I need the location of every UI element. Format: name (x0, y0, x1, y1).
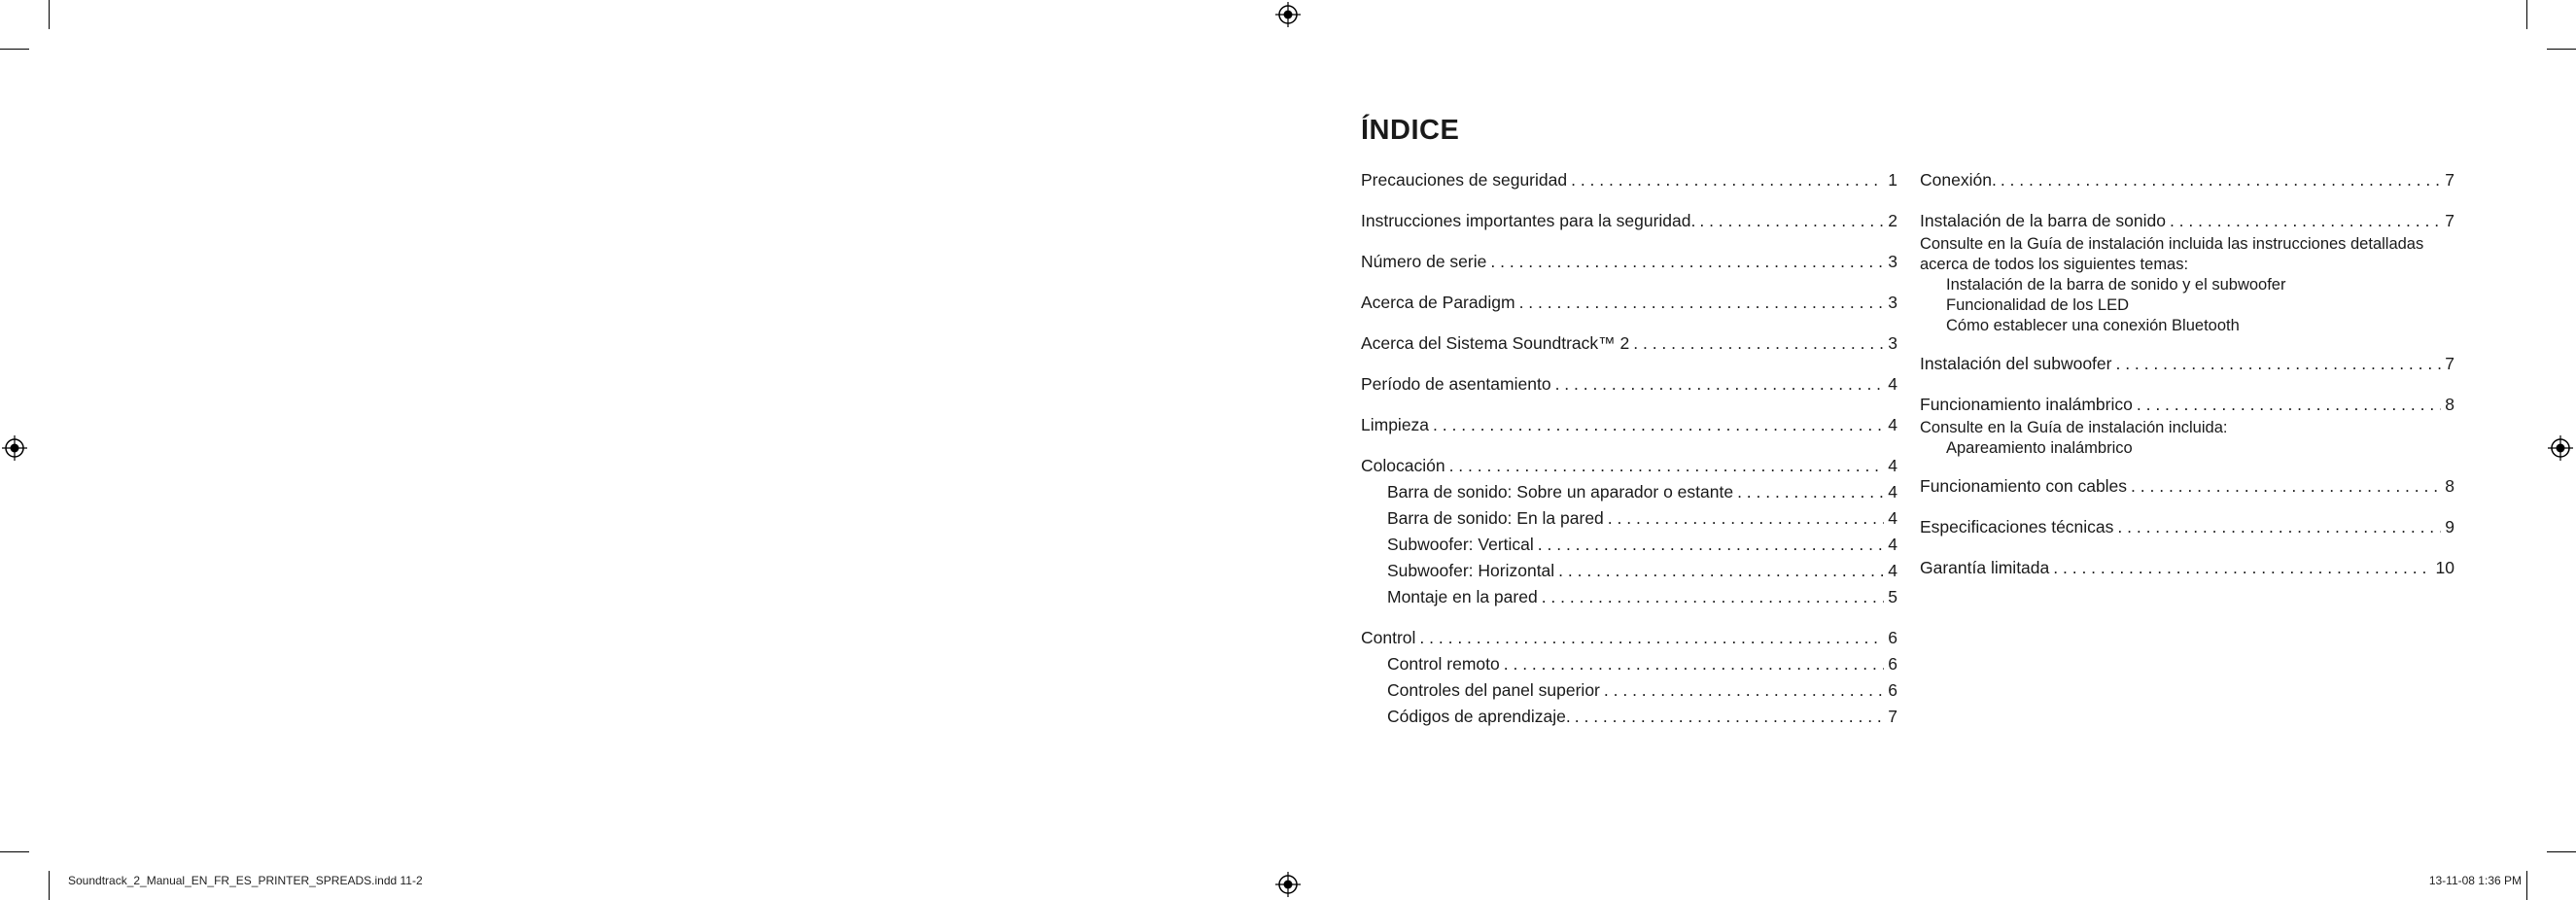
toc-leader (2115, 351, 2441, 377)
crop-mark (49, 871, 50, 900)
page-title: ÍNDICE (1361, 115, 1460, 146)
toc-entry-label: Barra de sonido: Sobre un aparador o estante (1387, 482, 1734, 502)
toc-note-topic: Apareamiento inalámbrico (1946, 439, 2133, 457)
registration-target-icon (1275, 2, 1301, 27)
toc-subentry[interactable] (1361, 704, 1897, 730)
toc-leader (1542, 584, 1885, 610)
toc-entry-page: 5 (1888, 587, 1897, 606)
toc-subentry[interactable] (1361, 505, 1897, 532)
toc-entry[interactable] (1361, 412, 1897, 438)
crop-mark (2547, 49, 2576, 50)
toc-note-topic: Funcionalidad de los LED (1946, 296, 2130, 314)
toc-entry-page: 6 (1888, 628, 1897, 647)
toc-leader (1538, 532, 1884, 558)
toc-entry-page: 10 (2435, 558, 2454, 577)
toc-note: Consulte en la Guía de instalación incluida las instrucciones detalladas (1920, 235, 2424, 253)
toc-entry-page: 8 (2445, 476, 2454, 496)
toc-entry-page: 7 (1888, 707, 1897, 726)
crop-mark (2526, 0, 2527, 29)
toc-entry-page: 4 (1888, 456, 1897, 475)
crop-mark (2526, 871, 2527, 900)
toc-leader (2053, 555, 2431, 581)
toc-entry-label: Control (1361, 628, 1416, 647)
crop-mark (0, 49, 29, 50)
toc-entry-label: Acerca del Sistema Soundtrack™ 2 (1361, 333, 1630, 353)
registration-target-icon (2548, 435, 2573, 461)
crop-mark (49, 0, 50, 29)
toc-leader (1608, 505, 1884, 532)
toc-entry[interactable] (1920, 167, 2454, 193)
toc-entry[interactable] (1920, 208, 2454, 234)
toc-leader (1699, 208, 1884, 234)
crop-mark (2547, 851, 2576, 852)
toc-entry-page: 7 (2445, 170, 2454, 190)
toc-right-column (1920, 167, 2454, 581)
toc-entry-label: Colocación (1361, 456, 1445, 475)
toc-entry-page: 4 (1888, 415, 1897, 434)
toc-entry-label: Número de serie (1361, 252, 1487, 271)
toc-entry-label: Acerca de Paradigm (1361, 293, 1515, 312)
toc-entry-page: 3 (1888, 333, 1897, 353)
toc-leader (1449, 453, 1885, 479)
toc-subentry[interactable] (1361, 677, 1897, 704)
toc-leader (2117, 514, 2441, 540)
toc-note-topic: Cómo establecer una conexión Bluetooth (1946, 317, 2240, 334)
toc-entry-label: Barra de sonido: En la pared (1387, 508, 1604, 528)
toc-entry-page: 7 (2445, 211, 2454, 230)
toc-leader (1519, 290, 1885, 316)
toc-note: Consulte en la Guía de instalación incluida: (1920, 419, 2228, 436)
toc-entry-page: 4 (1888, 535, 1897, 554)
toc-entry[interactable] (1361, 330, 1897, 357)
toc-leader (2131, 473, 2441, 500)
toc-entry-label: Conexión. (1920, 170, 1997, 190)
toc-leader (1490, 249, 1884, 275)
toc-leader (1575, 704, 1885, 730)
toc-entry[interactable] (1920, 473, 2454, 500)
toc-entry-page: 4 (1888, 374, 1897, 394)
toc-entry-label: Especificaciones técnicas (1920, 517, 2114, 537)
toc-entry-label: Subwoofer: Horizontal (1387, 561, 1555, 580)
toc-entry-page: 3 (1888, 293, 1897, 312)
toc-entry[interactable] (1361, 290, 1897, 316)
toc-entry-label: Garantía limitada (1920, 558, 2050, 577)
toc-entry[interactable] (1361, 453, 1897, 479)
toc-entry-label: Instrucciones importantes para la seguridad. (1361, 211, 1696, 230)
toc-entry-page: 4 (1888, 482, 1897, 502)
toc-entry-page: 9 (2445, 517, 2454, 537)
toc-leader (1433, 412, 1884, 438)
toc-left-column (1361, 167, 1897, 730)
toc-leader (1555, 371, 1885, 398)
toc-entry-label: Controles del panel superior (1387, 680, 1600, 700)
toc-leader (1504, 651, 1885, 677)
toc-leader (2137, 392, 2441, 418)
toc-leader (2001, 167, 2441, 193)
toc-subentry[interactable] (1361, 584, 1897, 610)
toc-entry-page: 8 (2445, 395, 2454, 414)
toc-entry-label: Funcionamiento con cables (1920, 476, 2128, 496)
toc-leader (1737, 479, 1884, 505)
toc-entry-label: Precauciones de seguridad (1361, 170, 1568, 190)
footer-file-slug: Soundtrack_2_Manual_EN_FR_ES_PRINTER_SPREADS.indd 11-2 (68, 874, 423, 887)
toc-entry[interactable] (1920, 351, 2454, 377)
toc-subentry[interactable] (1361, 651, 1897, 677)
toc-entry[interactable] (1920, 555, 2454, 581)
toc-entry[interactable] (1920, 514, 2454, 540)
toc-entry-page: 1 (1888, 170, 1897, 190)
toc-entry-label: Control remoto (1387, 654, 1500, 674)
toc-entry[interactable] (1361, 371, 1897, 398)
toc-leader (1558, 558, 1884, 584)
toc-leader (1419, 625, 1884, 651)
toc-entry-page: 2 (1888, 211, 1897, 230)
toc-entry-label: Códigos de aprendizaje. (1387, 707, 1571, 726)
registration-target-icon (1275, 872, 1301, 897)
toc-entry-label: Funcionamiento inalámbrico (1920, 395, 2133, 414)
toc-note: acerca de todos los siguientes temas: (1920, 256, 2189, 273)
toc-entry-label: Limpieza (1361, 415, 1430, 434)
toc-entry-page: 3 (1888, 252, 1897, 271)
toc-entry[interactable] (1361, 625, 1897, 651)
toc-entry-page: 7 (2445, 354, 2454, 373)
toc-entry-page: 4 (1888, 508, 1897, 528)
toc-entry-label: Subwoofer: Vertical (1387, 535, 1534, 554)
toc-leader (1571, 167, 1884, 193)
registration-target-icon (2, 435, 27, 461)
toc-subentry[interactable] (1361, 479, 1897, 505)
toc-entry[interactable] (1361, 208, 1897, 234)
crop-mark (0, 851, 29, 852)
toc-leader (2170, 208, 2441, 234)
toc-entry-label: Período de asentamiento (1361, 374, 1551, 394)
toc-entry-page: 6 (1888, 654, 1897, 674)
toc-leader (1633, 330, 1884, 357)
toc-entry-label: Montaje en la pared (1387, 587, 1538, 606)
toc-entry[interactable] (1920, 392, 2454, 418)
toc-subentry[interactable] (1361, 558, 1897, 584)
footer-timestamp: 13-11-08 1:36 PM (2428, 874, 2522, 887)
toc-note-topic: Instalación de la barra de sonido y el subwoofer (1946, 276, 2286, 294)
toc-entry[interactable] (1361, 167, 1897, 193)
toc-entry[interactable] (1361, 249, 1897, 275)
toc-entry-page: 4 (1888, 561, 1897, 580)
toc-subentry[interactable] (1361, 532, 1897, 558)
toc-leader (1604, 677, 1884, 704)
toc-entry-page: 6 (1888, 680, 1897, 700)
toc-entry-label: Instalación de la barra de sonido (1920, 211, 2166, 230)
toc-entry-label: Instalación del subwoofer (1920, 354, 2112, 373)
